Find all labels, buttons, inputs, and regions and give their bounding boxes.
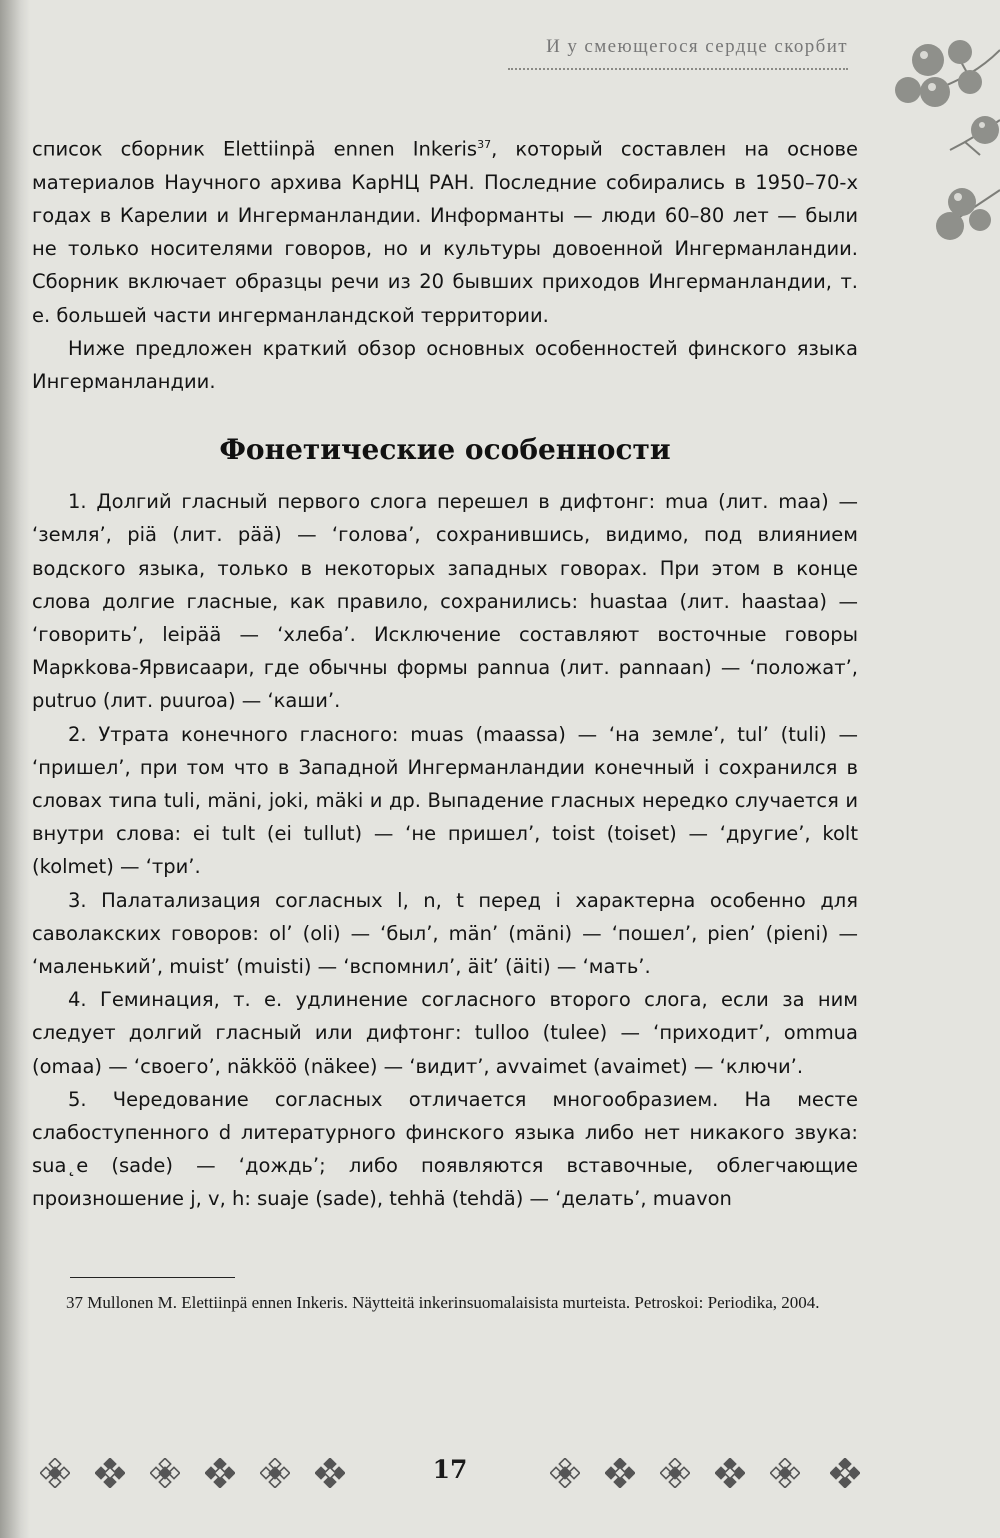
list-item: 5. Чередование согласных отличается многообразием. На месте слабоступенного d литературного финского языка либо нет никакого звука: sua˛e (sade) — ‘дождь’; либо появляются вставочные, облегчающие произношение j, v, h: suaje (sade), tehhä (tehdä) — ‘делать’, muavon (32, 1087, 858, 1211)
paragraph-1: список сборник Elettiinpä ennen Inkeris$^{37}$, который составлен на основе материалов Научного архива КарНЦ РАН. Последние собирались в 1950–70-х годах в Карелии и Ингерманландии. Информанты — люди 60–80 лет — были не только носителями говоров, но и культуры довоенной Ингерманландии. Сборник включает образцы речи из 20 бывших приходов Ингерманландии, т. е. большей части ингерманландской территории. (32, 137, 859, 327)
footnote-rule (70, 1277, 235, 1278)
list-item: 3. Палатализация согласных l, n, t перед i характерна особенно для саволакских говоров: ol’ (oli) — ‘был’, män’ (mäni) — ‘пошел’, pien’ (pieni) — ‘маленький’, muist’ (muisti) — ‘вспомнил’, äit’ (äiti) — ‘мать’. (32, 888, 858, 978)
diamond-knot-icon (95, 1458, 125, 1488)
diamond-knot-icon (830, 1458, 860, 1488)
diamond-knot-icon (770, 1458, 800, 1488)
running-head: И у смеющегося сердце скорбит (546, 36, 848, 57)
diamond-knot-icon (715, 1458, 745, 1488)
footnote-ref: 37 (477, 138, 492, 151)
running-head-rule (508, 68, 848, 70)
list-item: 1. Долгий гласный первого слога перешел в дифтонг: mua (лит. maa) — ‘земля’, piä (лит. pää) — ‘голова’, сохранившись, видимо, под влиянием водского языка, только в некоторых западных говорах. При этом в конце слова долгие гласные, как правило, сохранились: huastaa (лит. haastaa) — ‘говорить’, leipää — ‘хлеба’. Исключение составляют восточные говоры Маркkова-Ярвисаари, где обычны формы pannua (лит. pannaan) — ‘положат’, putruo (лит. puuroa) — ‘каши’. (32, 490, 858, 713)
diamond-knot-icon (150, 1458, 180, 1488)
main-text (32, 128, 858, 1216)
list-item: 4. Геминация, т. е. удлинение согласного второго слога, если за ним следует долгий гласный или дифтонг: tulloo (tulee) — ‘приходит’, ommua (omaa) — ‘своего’, näkköö (näkee) — ‘видит’, avvaimet (avaimet) — ‘ключи’. (32, 988, 858, 1078)
diamond-knot-icon (605, 1458, 635, 1488)
diamond-knot-icon (315, 1458, 345, 1488)
diamond-knot-icon (660, 1458, 690, 1488)
diamond-knot-icon (40, 1458, 70, 1488)
diamond-knot-icon (205, 1458, 235, 1488)
paragraph-2: Ниже предложен краткий обзор основных особенностей финского языка Ингерманландии. (32, 336, 858, 393)
page-number: 17 (432, 1455, 468, 1484)
diamond-knot-icon (260, 1458, 290, 1488)
list-item: 2. Утрата конечного гласного: muas (maassa) — ‘на земле’, tul’ (tuli) — ‘пришел’, при том что в Западной Ингерманландии конечный i сохранился в словах типа tuli, mäni, joki, mäki и др. Выпадение гласных нередко случается и внутри слова: ei tult (ei tullut) — ‘не пришел’, toist (toiset) — ‘другие’, kolt (kolmet) — ‘три’. (32, 722, 858, 879)
diamond-knot-icon (550, 1458, 580, 1488)
berry-branch-icon (890, 30, 1000, 260)
footnote: 37 Mullonen M. Elettiinpä ennen Inkeris. Näytteitä inkerinsuomalaisista murteista. Petroskoi: Periodika, 2004. (66, 1293, 820, 1312)
page-gutter-shadow (0, 0, 30, 1538)
section-heading: Фонетические особенности (219, 433, 671, 467)
